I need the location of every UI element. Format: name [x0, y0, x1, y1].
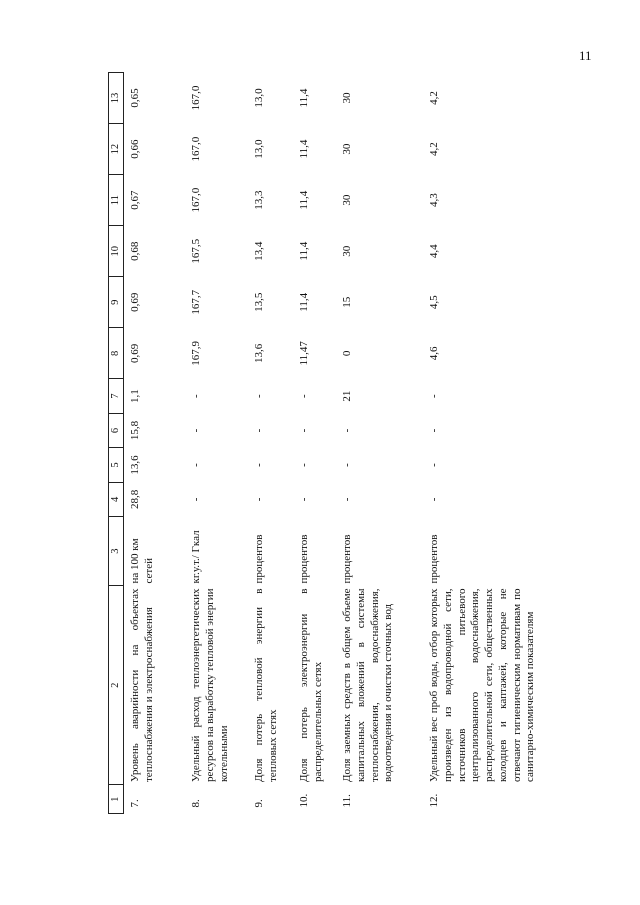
value-cell: - — [428, 394, 440, 398]
value-cell: 13,6 — [253, 343, 265, 363]
value-cell: 30 — [341, 92, 353, 104]
value-cell: - — [298, 463, 310, 467]
value-cell: 167,0 — [190, 187, 202, 213]
value-cell: 21 — [341, 390, 353, 402]
table-row — [423, 73, 538, 814]
unit: процентов — [341, 534, 353, 584]
value-cell: 0,69 — [129, 292, 141, 312]
value-cell: 30 — [341, 194, 353, 206]
value-cell: 4,3 — [428, 193, 440, 208]
header-row — [109, 73, 124, 814]
header-cell: 9 — [109, 277, 124, 328]
table-row — [336, 73, 423, 814]
value-cell: 28,8 — [129, 489, 141, 510]
value-cell: 0,66 — [129, 139, 141, 159]
row-number: 9. — [253, 799, 265, 808]
indicator-name: Доля потерь тепловой энергии в тепловых сетях — [253, 588, 279, 782]
value-cell: 13,4 — [253, 241, 265, 261]
value-cell: 4,2 — [428, 91, 440, 105]
value-cell: - — [190, 497, 202, 502]
header-cell: 1 — [109, 785, 124, 814]
value-cell: 0,69 — [129, 343, 141, 363]
value-cell: - — [341, 428, 353, 433]
unit: процентов — [298, 534, 310, 584]
row-number: 11. — [341, 794, 353, 808]
value-cell: 11,47 — [298, 341, 310, 366]
value-cell: 0,67 — [129, 190, 141, 210]
value-cell: 0 — [341, 350, 353, 357]
value-cell: 4,4 — [428, 244, 440, 259]
header-cell: 5 — [109, 448, 124, 482]
value-cell: - — [298, 428, 310, 433]
header-cell: 2 — [109, 586, 124, 786]
value-cell: 11,4 — [298, 139, 310, 159]
value-cell: - — [341, 497, 353, 502]
value-cell: 15 — [341, 296, 353, 308]
table-row — [124, 73, 186, 814]
value-cell: - — [298, 497, 310, 502]
table-row — [185, 73, 248, 814]
value-cell: - — [428, 428, 440, 433]
value-cell: - — [190, 394, 202, 398]
value-cell: 167,9 — [190, 340, 202, 366]
value-cell: 11,4 — [298, 292, 310, 312]
value-cell: 11,4 — [298, 190, 310, 210]
rotated-table — [108, 72, 537, 814]
value-cell: 15,8 — [129, 420, 141, 441]
indicator-name: Доля заемных средств в общем объеме капитальных вложений в системы теплоснабжения, водоснабжения, водоотведения и очистки сточных вод — [341, 588, 395, 782]
value-cell: 13,0 — [253, 139, 265, 159]
value-cell: 167,0 — [190, 136, 202, 162]
value-cell: 4,2 — [428, 142, 440, 156]
value-cell: 4,6 — [428, 346, 440, 361]
unit: процентов — [428, 534, 440, 584]
page-number: 11 — [579, 48, 592, 63]
unit: процентов — [253, 534, 265, 584]
row-number: 8. — [190, 799, 202, 808]
unit: кг.у.т./ Гкал — [190, 530, 202, 584]
value-cell: - — [190, 428, 202, 433]
indicator-name: Уровень аварийности на объектах теплоснабжения и электроснабжения — [129, 588, 155, 782]
value-cell: 13,0 — [253, 88, 265, 108]
rotated-table-area — [108, 72, 537, 814]
value-cell: 167,0 — [190, 85, 202, 111]
value-cell: - — [341, 463, 353, 467]
value-cell: 13,6 — [129, 455, 141, 475]
value-cell: 1,1 — [129, 389, 141, 403]
value-cell: - — [190, 463, 202, 467]
value-cell: 11,4 — [298, 241, 310, 261]
header-cell: 3 — [109, 517, 124, 586]
value-cell: 30 — [341, 143, 353, 155]
value-cell: - — [428, 497, 440, 502]
value-cell: 0,68 — [129, 241, 141, 261]
value-cell: - — [253, 394, 265, 398]
header-cell: 6 — [109, 413, 124, 447]
value-cell: - — [253, 463, 265, 467]
indicator-name: Удельный вес проб воды, отбор которых произведен из водопроводной сети, источников питьевого централизованного водоснабжения, распределительной сети, общественных колодцев и каптажей, которые не отвечают гигиеническим нормативам по санитарно-химическим показателям — [428, 588, 537, 782]
header-cell: 12 — [109, 124, 124, 175]
value-cell: - — [253, 428, 265, 433]
value-cell: 167,5 — [190, 238, 202, 264]
value-cell: 167,7 — [190, 289, 202, 315]
indicator-name: Доля потерь электроэнергии в распределительных сетях — [298, 588, 324, 782]
value-cell: - — [428, 463, 440, 467]
value-cell: 0,65 — [129, 88, 141, 108]
header-cell: 13 — [109, 73, 124, 124]
value-cell: 4,5 — [428, 295, 440, 310]
header-cell: 10 — [109, 226, 124, 277]
header-cell: 7 — [109, 379, 124, 413]
unit: на 100 км сетей — [129, 538, 155, 584]
table-row — [248, 73, 293, 814]
value-cell: - — [253, 497, 265, 502]
value-cell: - — [298, 394, 310, 398]
header-cell: 8 — [109, 328, 124, 379]
header-cell: 4 — [109, 482, 124, 516]
table-row — [293, 73, 336, 814]
row-number: 12. — [428, 793, 440, 808]
row-number: 10. — [298, 793, 310, 808]
indicator-name: Удельный расход теплоэнергетических ресурсов на выработку тепловой энергии котельными — [190, 588, 230, 782]
row-number: 7. — [129, 799, 141, 808]
value-cell: 13,5 — [253, 292, 265, 312]
value-cell: 13,3 — [253, 190, 265, 210]
header-cell: 11 — [109, 175, 124, 226]
indicators-table — [108, 72, 538, 814]
value-cell: 30 — [341, 245, 353, 257]
value-cell: 11,4 — [298, 88, 310, 108]
